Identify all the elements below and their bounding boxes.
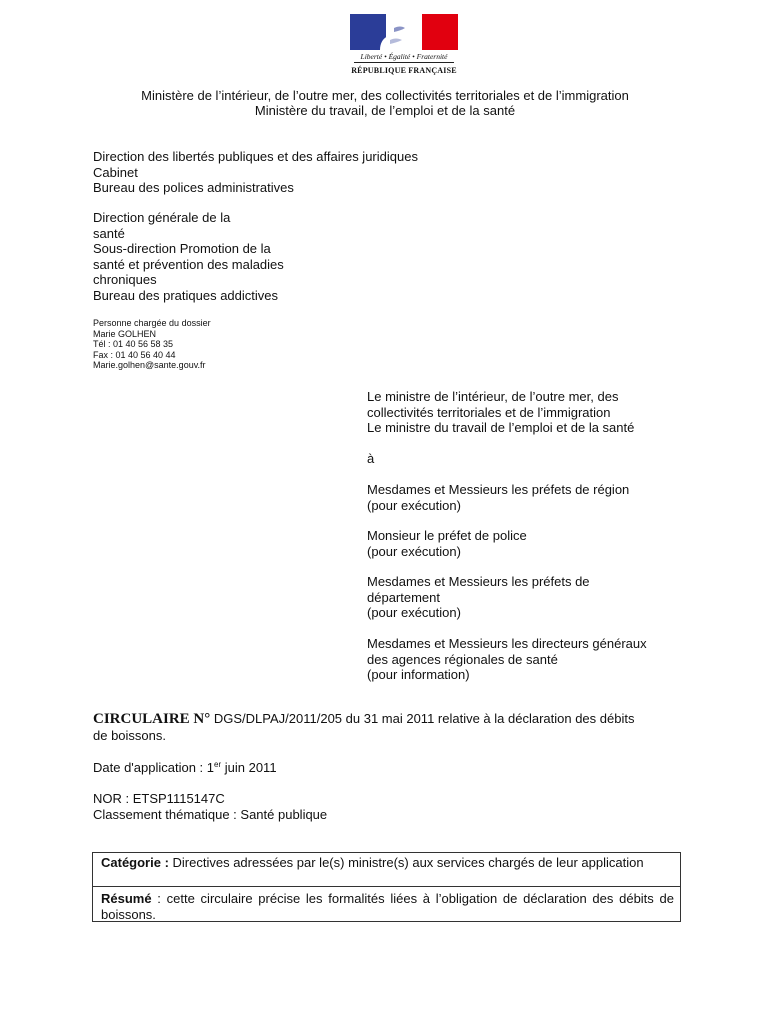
direction-block-1 <box>93 149 418 196</box>
direction-line: Bureau des polices administratives <box>93 180 294 195</box>
republique-francaise-logo <box>346 12 462 76</box>
circulaire-title <box>93 711 634 743</box>
contact-email: Marie.golhen@sante.gouv.fr <box>93 360 206 371</box>
category-row <box>101 855 674 871</box>
direction-line: santé <box>93 225 125 241</box>
recipient-block <box>367 636 647 683</box>
category-text: Directives adressées par le(s) ministre(s) aux services chargés de leur application <box>168 855 644 870</box>
application-date <box>93 760 277 776</box>
to-word: à <box>367 451 375 466</box>
circulaire-text: DGS/DLPAJ/2011/205 du 31 mai 2011 relative à la déclaration des débits <box>210 711 635 726</box>
recipient-line: Mesdames et Messieurs les directeurs généraux <box>367 636 647 651</box>
direction-line: Cabinet <box>93 164 138 180</box>
direction-line: santé et prévention des maladies <box>93 256 284 272</box>
recipient-note: (pour information) <box>367 667 470 682</box>
logo-rule <box>354 62 454 63</box>
direction-line: Direction des libertés publiques et des affaires juridiques <box>93 149 418 164</box>
contact-fax: Fax : 01 40 56 40 44 <box>93 349 176 360</box>
recipient-note: (pour exécution) <box>367 497 461 513</box>
recipient-block <box>367 482 629 513</box>
circulaire-text-line-2: de boissons. <box>93 727 166 743</box>
summary-box <box>92 852 681 922</box>
contact-name: Marie GOLHEN <box>93 328 157 339</box>
republique-francaise-label: RÉPUBLIQUE FRANÇAISE <box>351 66 457 75</box>
direction-line: Direction générale de la <box>93 210 231 225</box>
recipient-line: Mesdames et Messieurs les préfets de <box>367 574 590 589</box>
recipient-line: département <box>367 589 440 605</box>
resume-label: Résumé <box>101 891 152 906</box>
summary-divider <box>93 886 680 887</box>
recipient-block <box>367 574 590 621</box>
direction-line: chroniques <box>93 272 157 287</box>
direction-line: Bureau des pratiques addictives <box>93 287 279 303</box>
sender-line: Le ministre de l’intérieur, de l’outre mer, des <box>367 389 619 404</box>
contact-block <box>93 318 211 371</box>
reference-block <box>93 791 327 822</box>
direction-line: Sous-direction Promotion de la <box>93 241 271 256</box>
sender-line: collectivités territoriales et de l’immigration <box>367 404 611 420</box>
application-date-suffix: juin 2011 <box>221 760 277 775</box>
circulaire-label: CIRCULAIRE N° <box>93 711 211 727</box>
application-date-sup: er <box>214 760 222 769</box>
category-label: Catégorie : <box>101 855 169 870</box>
nor-reference: NOR : ETSP1115147C <box>93 791 225 806</box>
recipient-line: des agences régionales de santé <box>367 651 558 667</box>
ministry-header-line-2: Ministère du travail, de l’emploi et de la santé <box>254 103 516 118</box>
recipient-note: (pour exécution) <box>367 605 461 620</box>
resume-row <box>101 891 674 922</box>
sender-line: Le ministre du travail de l’emploi et de la santé <box>367 420 635 435</box>
contact-phone: Tél : 01 40 56 58 35 <box>93 339 174 350</box>
resume-text: : cette circulaire précise les formalités liées à l’obligation de déclaration des débits de boissons. <box>101 891 674 922</box>
sender-block <box>367 389 634 436</box>
republic-motto: Liberté • Égalité • Fraternité <box>360 52 448 61</box>
contact-label: Personne chargée du dossier <box>93 318 211 328</box>
marianne-profile-icon <box>350 14 458 50</box>
recipient-line: Monsieur le préfet de police <box>367 528 527 543</box>
direction-block-2 <box>93 210 284 303</box>
ministry-header-line-1: Ministère de l’intérieur, de l’outre mer, des collectivités territoriales et de l’immigration <box>141 88 629 103</box>
classement-thematique: Classement thématique : Santé publique <box>93 806 328 822</box>
recipient-block <box>367 528 527 559</box>
application-date-prefix: Date d'application : 1 <box>93 760 215 775</box>
recipient-line: Mesdames et Messieurs les préfets de région <box>367 482 630 497</box>
recipient-note: (pour exécution) <box>367 543 461 559</box>
